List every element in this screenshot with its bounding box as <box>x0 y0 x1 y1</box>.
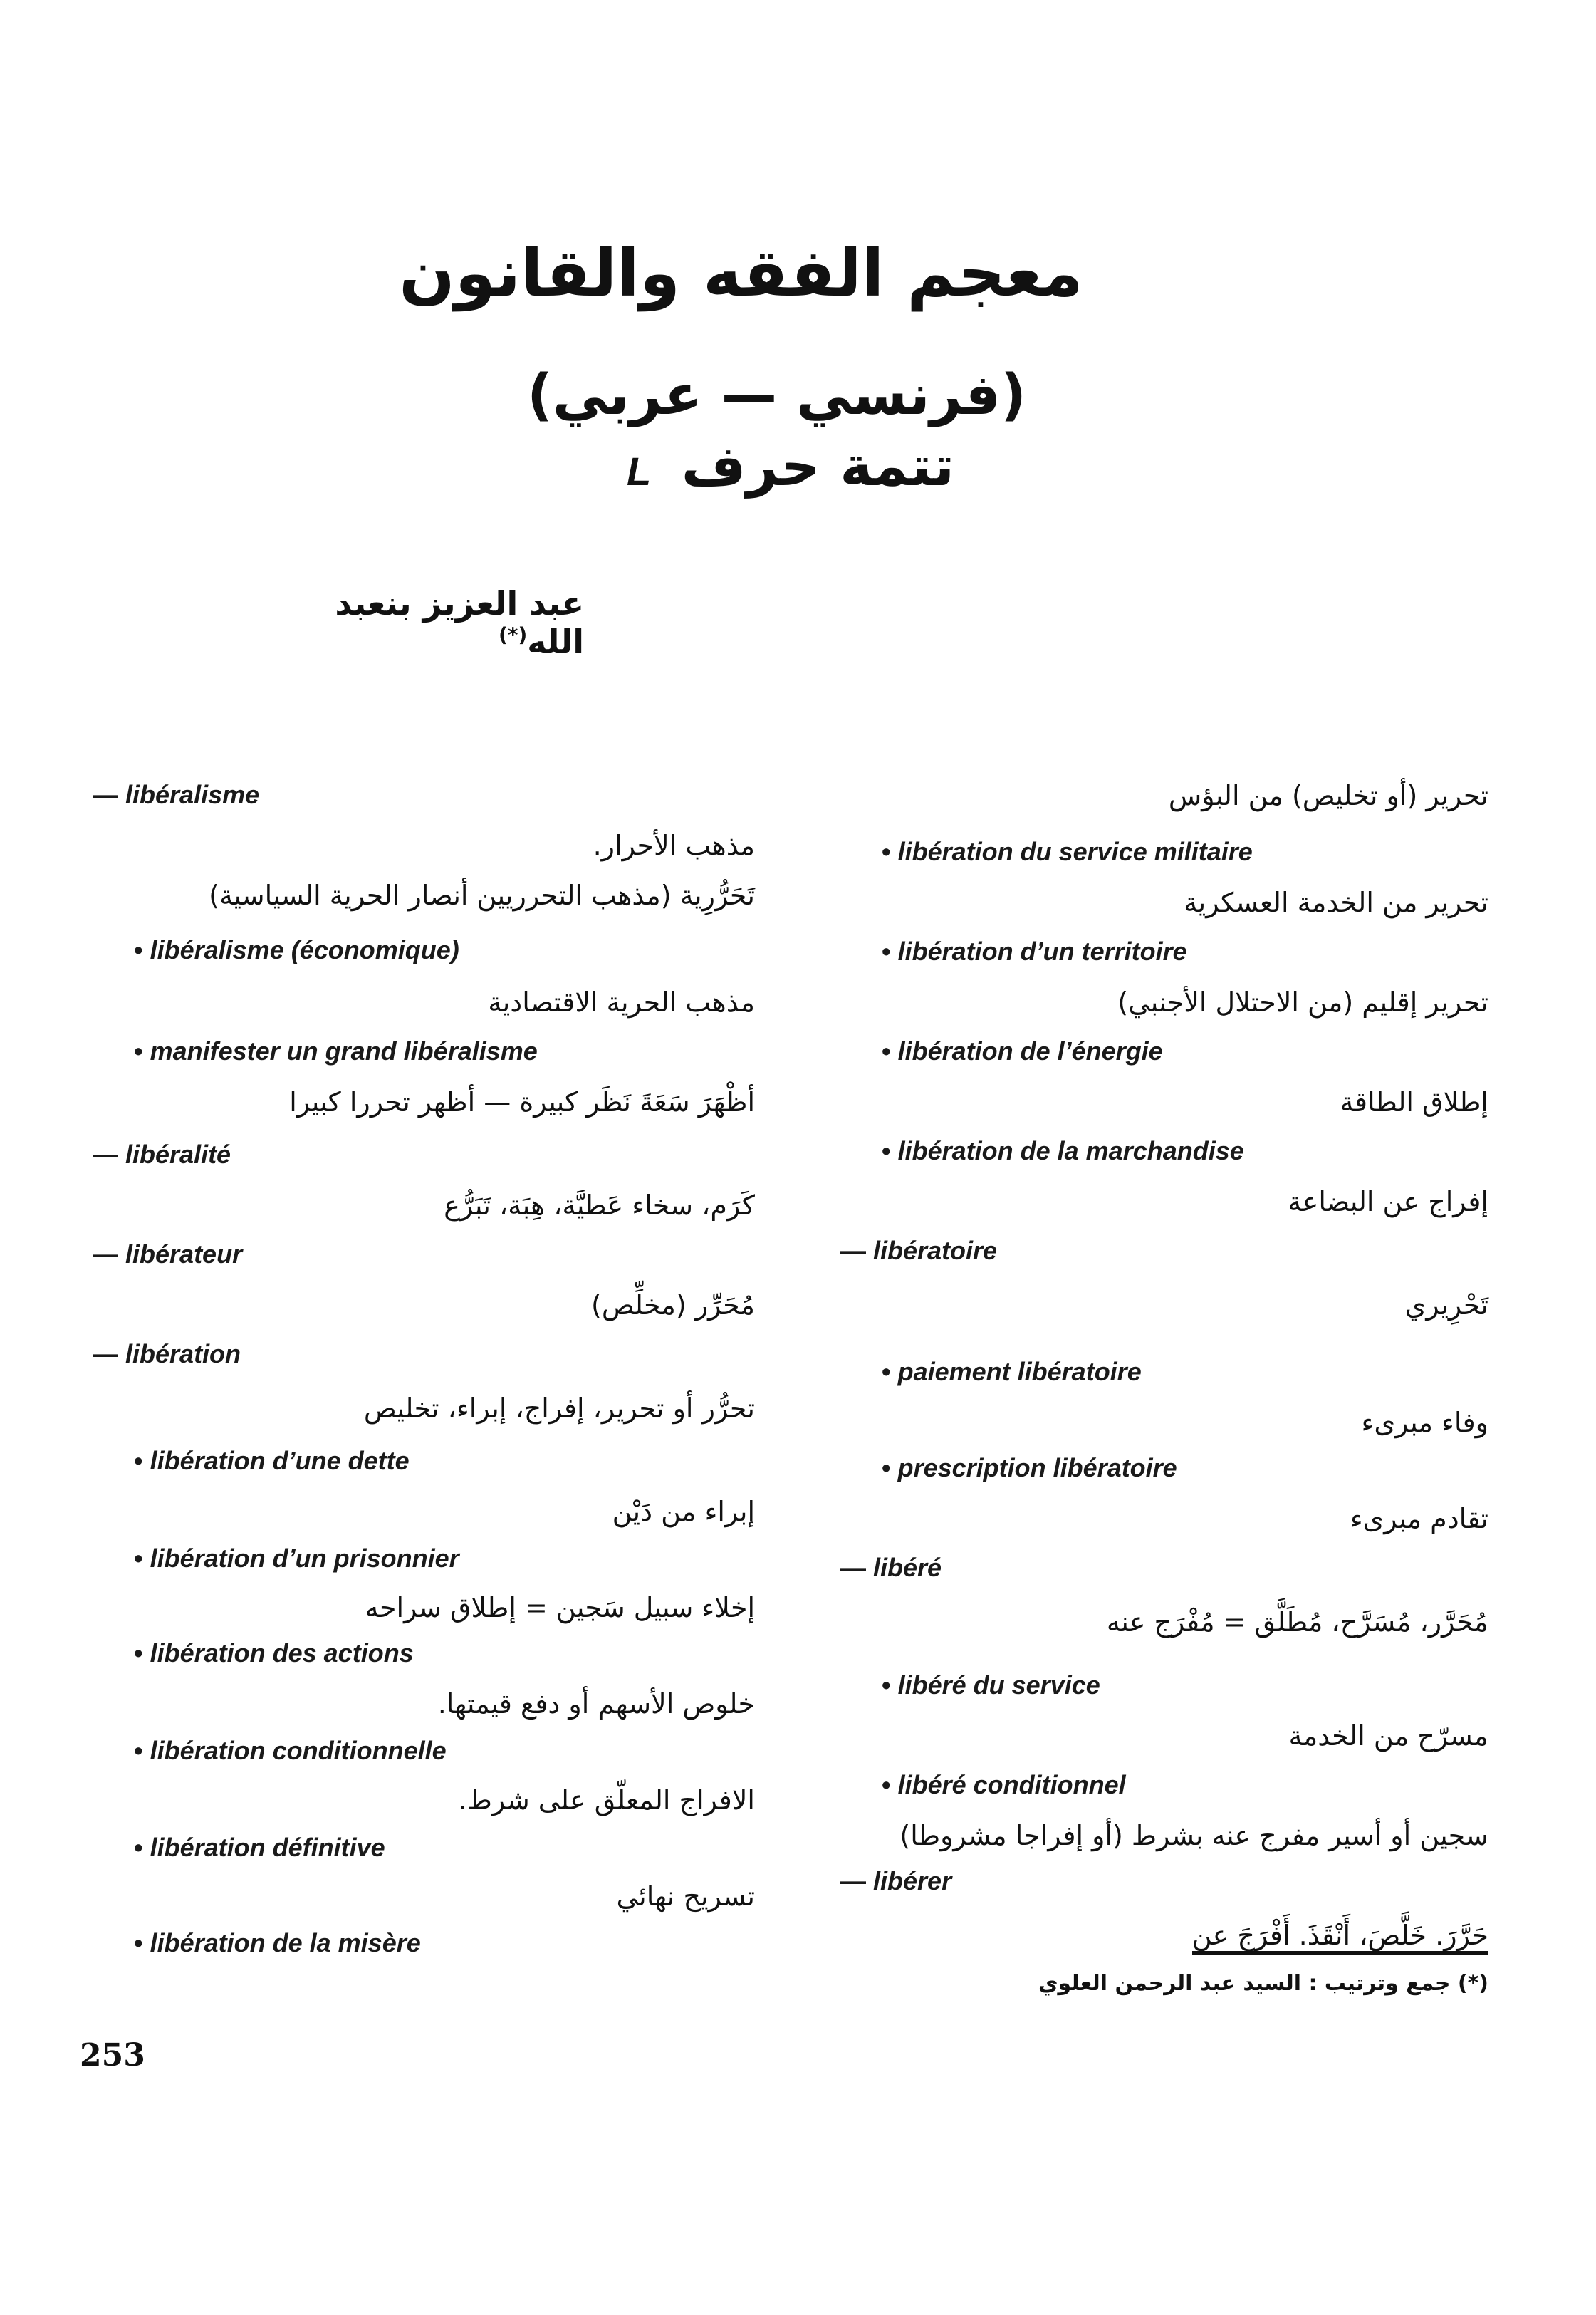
entry-sub: • prescription libératoire <box>840 1453 1530 1483</box>
entry-head: — libéralité <box>93 1140 755 1170</box>
entry-head: — libérateur <box>93 1239 755 1269</box>
entry-sub: • libération de l’énergie <box>840 1036 1530 1066</box>
entry-head: — libératoire <box>840 1236 1488 1266</box>
entry-sub: • libération de la marchandise <box>840 1136 1530 1166</box>
entry-head: — libéré <box>840 1553 1488 1583</box>
entry-arabic: مذهب الحرية الاقتصادية <box>488 987 755 1018</box>
page-title: معجم الفقه والقانون <box>399 235 1083 311</box>
entry-sub: • libéralisme (économique) <box>93 935 796 965</box>
entry-sub: • paiement libératoire <box>840 1357 1530 1387</box>
entry-arabic: الافراج المعلّق على شرط. <box>458 1784 755 1816</box>
entry-arabic: تحرير (أو تخليص) من البؤس <box>1168 780 1488 811</box>
entry-sub: • libération des actions <box>93 1638 796 1668</box>
entry-arabic: مُحَرِّر (مخلِّص) <box>591 1289 755 1321</box>
entry-sub: • libération d’une dette <box>93 1446 796 1476</box>
entry-arabic: إطلاق الطاقة <box>1340 1086 1488 1118</box>
entry-arabic: تحرير إقليم (من الاحتلال الأجنبي) <box>1117 987 1488 1018</box>
entry-arabic: سجين أو أسير مفرج عنه بشرط (أو إفراجا مشروطا) <box>899 1820 1488 1851</box>
author-name: عبد العزيز بنعبد الله <box>335 584 584 661</box>
entry-head: — libérer <box>840 1866 1488 1896</box>
entry-sub: • libéré conditionnel <box>840 1770 1530 1800</box>
entry-arabic: أظْهَرَ سَعَةَ نَظَر كبيرة — أظهر تحررا كبيرا <box>289 1086 755 1118</box>
entry-arabic: تَحَرُّرِية (مذهب التحرريين أنصار الحرية السياسية) <box>209 880 755 911</box>
entry-arabic: وفاء مبرىء <box>1361 1407 1488 1438</box>
entry-arabic: كَرَم، سخاء عَطيَّة، هِبَة، تَبَرُّع <box>444 1190 755 1221</box>
entry-sub: • libération conditionnelle <box>93 1736 796 1766</box>
entry-arabic: تسريح نهائي <box>616 1880 755 1912</box>
letter-line <box>627 435 954 499</box>
letter-prefix: تتمة حرف <box>681 435 954 499</box>
entry-sub: • libération du service militaire <box>840 837 1530 867</box>
entry-sub: • libération définitive <box>93 1833 796 1863</box>
entry-arabic <box>840 1920 1488 1951</box>
entry-arabic: إبراء من دَيْن <box>612 1496 755 1527</box>
entry-sub: • libération de la misère <box>93 1928 796 1958</box>
entry-arabic: تقادم مبرىء <box>1350 1503 1488 1534</box>
entry-arabic: تَحْرِيري <box>1404 1289 1488 1321</box>
entry-arabic: مسرّح من الخدمة <box>1288 1720 1488 1752</box>
entry-sub: • libéré du service <box>840 1670 1530 1700</box>
page-subtitle: (فرنسي — عربي) <box>527 363 1026 427</box>
entry-head: — libéralisme <box>93 780 755 810</box>
entry-arabic: مُحَرَّر، مُسَرَّح، مُطَلَّق = مُفْرَج عنه <box>1106 1606 1488 1638</box>
author-footnote-mark: (*) <box>499 623 528 647</box>
underlined-arabic: حَرَّرَ. خَلَّصَ، أَنْقَذَ. أَفْرَجَ عن <box>1192 1920 1488 1955</box>
entry-sub: • libération d’un prisonnier <box>93 1544 796 1573</box>
entry-sub: • libération d’un territoire <box>840 937 1530 967</box>
page-number: 253 <box>80 2037 145 2074</box>
entry-arabic: تحرير من الخدمة العسكرية <box>1184 887 1488 918</box>
entry-arabic: إخلاء سبيل سَجين = إطلاق سراحه <box>365 1592 755 1623</box>
footnote: (*) جمع وترتيب : السيد عبد الرحمن العلوي <box>1038 1971 1488 1996</box>
entry-sub: • manifester un grand libéralisme <box>93 1036 796 1066</box>
entry-arabic: إفراج عن البضاعة <box>1288 1186 1488 1217</box>
letter: L <box>627 449 652 494</box>
entry-arabic: تحرُّر أو تحرير، إفراج، إبراء، تخليص <box>363 1393 755 1424</box>
entry-arabic: خلوص الأسهم أو دفع قيمتها. <box>437 1688 755 1720</box>
entry-arabic: مذهب الأحرار. <box>593 830 755 861</box>
entry-head: — libération <box>93 1339 755 1369</box>
author <box>271 584 584 661</box>
